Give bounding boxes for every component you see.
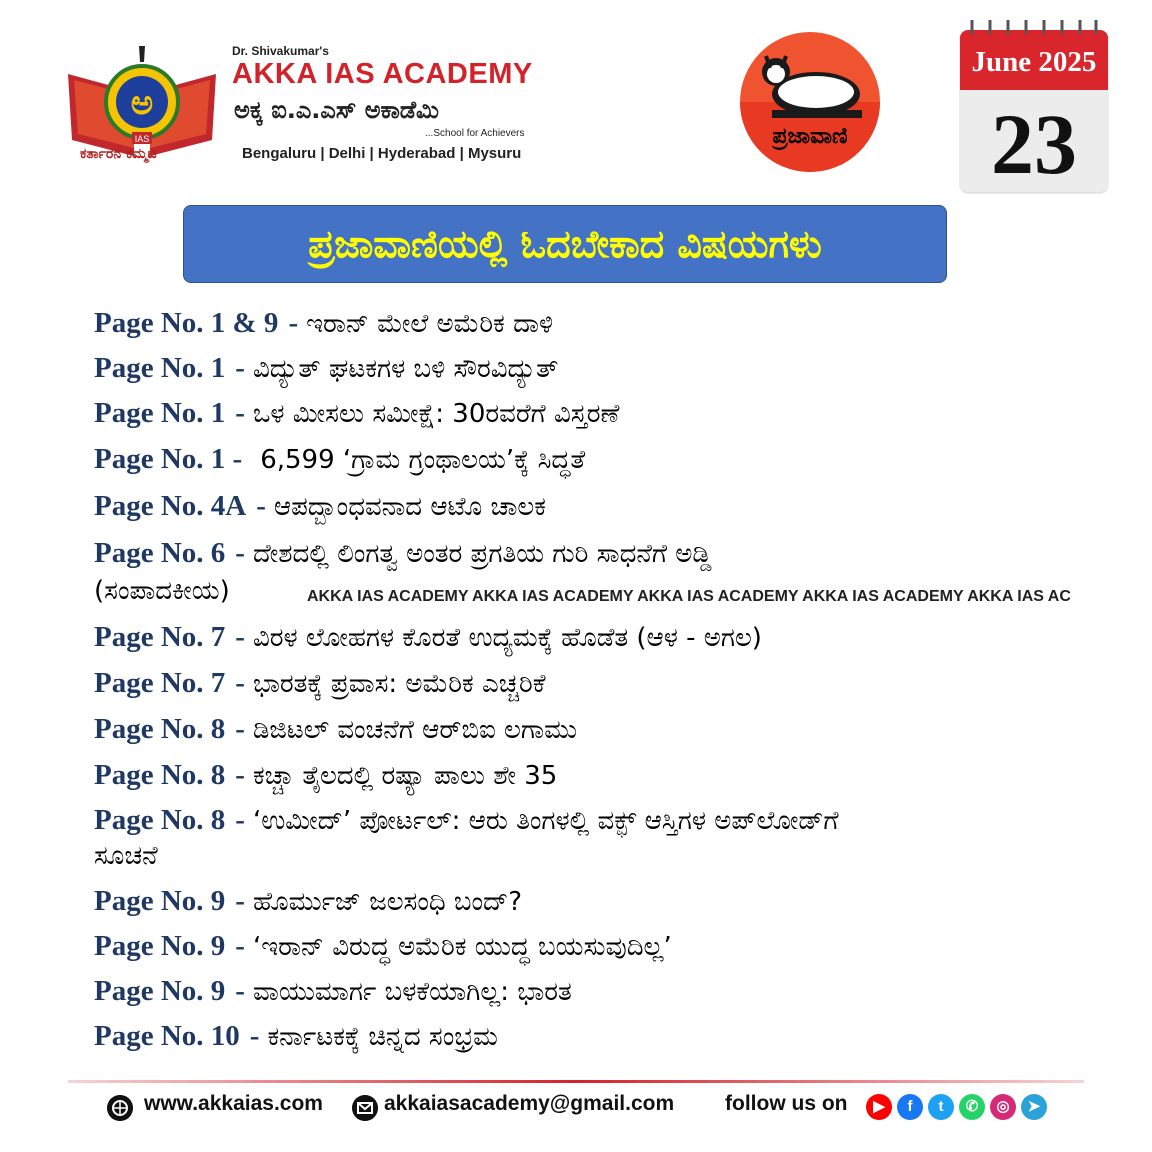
article-topic: ಹೊರ್ಮುಜ್ ಜಲಸಂಧಿ ಬಂದ್? [252, 887, 523, 917]
article-topic: ಒಳ ಮೀಸಲು ಸಮೀಕ್ಷೆ: 30ರವರೆಗೆ ವಿಸ್ತರಣೆ [252, 399, 620, 429]
article-topic: ವಾಯುಮಾರ್ಗ ಬಳಕೆಯಾಗಿಲ್ಲ: ಭಾರತ [252, 977, 572, 1007]
list-item: Page No. 1 - ಒಳ ಮೀಸಲು ಸಮೀಕ್ಷೆ: 30ರವರೆಗೆ ವಿಸ್ತರಣೆ [94, 397, 620, 429]
website-link[interactable]: www.akkaias.com [144, 1092, 323, 1115]
org-slogan: ...School for Achievers [425, 128, 525, 139]
page-number: Page No. 1 & 9 [94, 307, 279, 339]
calendar-day: 23 [991, 96, 1077, 192]
page-number: Page No. 10 [94, 1020, 240, 1052]
page-number: Page No. 8 [94, 804, 226, 836]
article-topic: ಆಪದ್ಬಾಂಧವನಾದ ಆಟೊ ಚಾಲಕ [273, 492, 546, 522]
article-topic: ಕರ್ನಾಟಕಕ್ಕೆ ಚಿನ್ನದ ಸಂಭ್ರಮ [267, 1022, 498, 1052]
list-item: Page No. 9 - ‘ಇರಾನ್ ವಿರುದ್ಧ ಅಮೆರಿಕ ಯುದ್ಧ ಬಯಸುವುದಿಲ್ಲ’ [94, 930, 672, 962]
logo-tagline: ಕರ್ತಾರನ ಕಮ್ಮಟ [80, 146, 157, 162]
svg-text:ಅ: ಅ [130, 83, 154, 123]
article-topic: 6,599 ‘ಗ್ರಾಮ ಗ್ರಂಥಾಲಯ’ಕ್ಕೆ ಸಿದ್ಧತೆ [260, 445, 586, 475]
globe-icon [107, 1095, 133, 1121]
article-topic-continuation: (ಸಂಪಾದಕೀಯ) [94, 576, 230, 606]
date-calendar [960, 30, 1108, 192]
page-number: Page No. 4A [94, 490, 247, 522]
facebook-icon[interactable]: f [897, 1094, 923, 1120]
list-item: Page No. 8 - ಕಚ್ಚಾ ತೈಲದಲ್ಲಿ ರಷ್ಯಾ ಪಾಲು ಶೇ 35 [94, 759, 558, 791]
org-name: AKKA IAS ACADEMY [232, 58, 533, 90]
newspaper-logo [734, 28, 886, 176]
page-number: Page No. 1 [94, 352, 226, 384]
instagram-icon[interactable]: ◎ [990, 1094, 1016, 1120]
list-item: Page No. 8 - ‘ಉಮೀದ್’ ಪೋರ್ಟಲ್: ಆರು ತಿಂಗಳಲ್ಲಿ ವಕ್ಫ್ ಆಸ್ತಿಗಳ ಅಪ್‌ಲೋಡ್‌ಗೆ [94, 804, 839, 836]
list-item: Page No. 8 - ಡಿಜಿಟಲ್ ವಂಚನೆಗೆ ಆರ್‌ಬಿಐ ಲಗಾಮು [94, 713, 578, 745]
list-item [94, 443, 585, 476]
newspaper-name: ಪ್ರಜಾವಾಣಿ [772, 124, 848, 149]
page-number: Page No. 1 [94, 397, 226, 429]
page-number: Page No. 9 [94, 885, 226, 917]
page-number: Page No. 7 [94, 667, 226, 699]
calendar-rings-icon [966, 18, 1102, 40]
article-topic-continuation: ಸೂಚನೆ [94, 841, 158, 871]
page-number: Page No. 9 [94, 975, 226, 1007]
email-link[interactable]: akkaiasacademy@gmail.com [384, 1092, 675, 1115]
article-topic: ‘ಇರಾನ್ ವಿರುದ್ಧ ಅಮೆರಿಕ ಯುದ್ಧ ಬಯಸುವುದಿಲ್ಲ’ [252, 932, 672, 962]
logo-badge-text: IAS [134, 134, 150, 144]
list-item: Page No. 10 - ಕರ್ನಾಟಕಕ್ಕೆ ಚಿನ್ನದ ಸಂಭ್ರಮ [94, 1020, 498, 1052]
article-topic: ದೇಶದಲ್ಲಿ ಲಿಂಗತ್ವ ಅಂತರ ಪ್ರಗತಿಯ ಗುರಿ ಸಾಧನೆಗೆ ಅಡ್ಡಿ [252, 539, 712, 569]
list-item: Page No. 1 - ವಿದ್ಯುತ್ ಘಟಕಗಳ ಬಳಿ ಸೌರವಿದ್ಯುತ್ [94, 352, 559, 384]
list-item: Page No. 7 - ವಿರಳ ಲೋಹಗಳ ಕೊರತೆ ಉದ್ಯಮಕ್ಕೆ ಹೊಡೆತ (ಆಳ - ಅಗಲ) [94, 621, 762, 653]
section-banner: ಪ್ರಜಾವಾಣಿಯಲ್ಲಿ ಓದಬೇಕಾದ ವಿಷಯಗಳು [183, 205, 947, 283]
page-number: Page No. 8 [94, 713, 226, 745]
watermark-text: AKKA IAS ACADEMY AKKA IAS ACADEMY AKKA IAS ACADEMY AKKA IAS ACADEMY AKKA IAS AC [307, 588, 1071, 605]
list-item: Page No. 1 & 9 - ಇರಾನ್ ಮೇಲೆ ಅಮೆರಿಕ ದಾಳಿ [94, 307, 554, 339]
page-number: Page No. 1 - [94, 443, 243, 475]
youtube-icon[interactable]: ▶ [866, 1094, 892, 1120]
list-item: Page No. 7 - ಭಾರತಕ್ಕೆ ಪ್ರವಾಸ: ಅಮೆರಿಕ ಎಚ್ಚರಿಕೆ [94, 667, 546, 699]
org-founder: Dr. Shivakumar's [232, 44, 329, 58]
article-topic: ‘ಉಮೀದ್’ ಪೋರ್ಟಲ್: ಆರು ತಿಂಗಳಲ್ಲಿ ವಕ್ಫ್ ಆಸ್ತಿಗಳ ಅಪ್‌ಲೋಡ್‌ಗೆ [252, 806, 839, 836]
calendar-month: June 2025 [971, 46, 1097, 78]
list-item: Page No. 6 - ದೇಶದಲ್ಲಿ ಲಿಂಗತ್ವ ಅಂತರ ಪ್ರಗತಿಯ ಗುರಿ ಸಾಧನೆಗೆ ಅಡ್ಡಿ [94, 537, 712, 569]
follow-us-label: follow us on [725, 1092, 848, 1115]
list-item: Page No. 9 - ಹೊರ್ಮುಜ್ ಜಲಸಂಧಿ ಬಂದ್? [94, 885, 523, 917]
whatsapp-icon[interactable]: ✆ [959, 1094, 985, 1120]
article-topic: ಭಾರತಕ್ಕೆ ಪ್ರವಾಸ: ಅಮೆರಿಕ ಎಚ್ಚರಿಕೆ [252, 669, 546, 699]
page-number: Page No. 7 [94, 621, 226, 653]
page-number: Page No. 6 [94, 537, 226, 569]
footer-divider [68, 1080, 1084, 1083]
article-topic: ವಿದ್ಯುತ್ ಘಟಕಗಳ ಬಳಿ ಸೌರವಿದ್ಯುತ್ [252, 354, 559, 384]
twitter-icon[interactable]: t [928, 1094, 954, 1120]
article-topic: ಕಚ್ಚಾ ತೈಲದಲ್ಲಿ ರಷ್ಯಾ ಪಾಲು ಶೇ 35 [252, 761, 558, 791]
list-item: Page No. 9 - ವಾಯುಮಾರ್ಗ ಬಳಕೆಯಾಗಿಲ್ಲ: ಭಾರತ [94, 975, 572, 1007]
page-number: Page No. 8 [94, 759, 226, 791]
page-number: Page No. 9 [94, 930, 226, 962]
article-topic: ಡಿಜಿಟಲ್ ವಂಚನೆಗೆ ಆರ್‌ಬಿಐ ಲಗಾಮು [252, 715, 578, 745]
article-topic: ವಿರಳ ಲೋಹಗಳ ಕೊರತೆ ಉದ್ಯಮಕ್ಕೆ ಹೊಡೆತ (ಆಳ - ಅಗಲ) [252, 623, 762, 653]
org-cities: Bengaluru | Delhi | Hyderabad | Mysuru [242, 145, 522, 162]
article-topic: ಇರಾನ್ ಮೇಲೆ ಅಮೆರಿಕ ದಾಳಿ [306, 309, 554, 339]
org-name-kannada: ಅಕ್ಕ ಐ.ಎ.ಎಸ್ ಅಕಾಡೆಮಿ [234, 96, 439, 124]
email-icon [352, 1095, 378, 1121]
list-item: Page No. 4A - ಆಪದ್ಬಾಂಧವನಾದ ಆಟೊ ಚಾಲಕ [94, 490, 546, 522]
telegram-icon[interactable]: ➤ [1021, 1094, 1047, 1120]
